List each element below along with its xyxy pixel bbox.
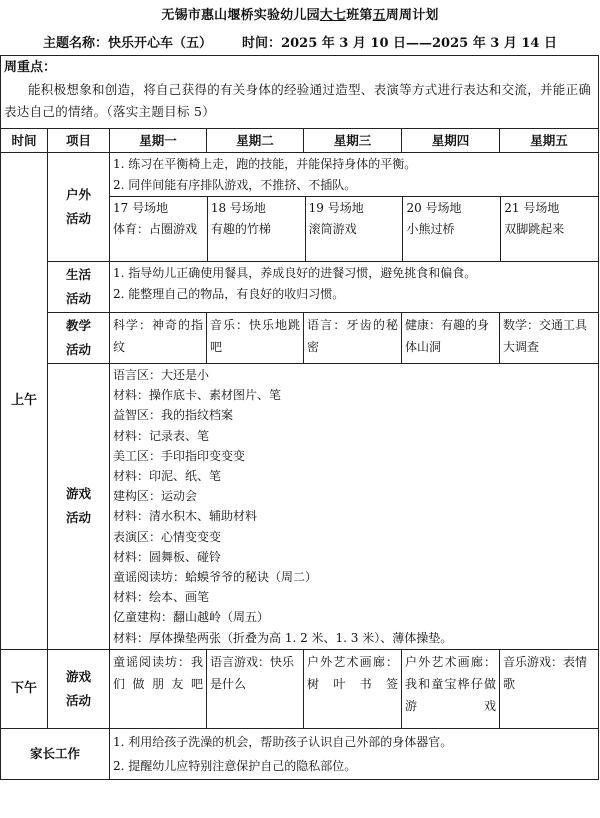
life-goal-1: 1. 指导幼儿正确使用餐具，养成良好的进餐习惯，避免挑食和偏食。 bbox=[113, 266, 477, 280]
game-line: 建构区：运动会 bbox=[113, 489, 198, 504]
game-line: 材料：操作底卡、素材图片、笔 bbox=[113, 388, 282, 403]
outdoor-row bbox=[1, 153, 599, 262]
header-row bbox=[1, 129, 599, 153]
game-line: 材料：印泥、纸、笔 bbox=[113, 469, 222, 484]
game-line: 材料：圆舞板、碰铃 bbox=[113, 549, 222, 564]
afternoon-day-4: 户外艺术画廊：我和童宝桦仔做游戏 bbox=[402, 649, 500, 728]
title-part1: 无锡市惠山堰桥实验幼儿园 bbox=[161, 8, 320, 23]
afternoon-day-3: 户外艺术画廊：树叶书签 bbox=[304, 649, 402, 728]
teaching-label: 教学 活动 bbox=[48, 313, 110, 364]
game-line: 语言区：大还是小 bbox=[113, 368, 210, 382]
parents-label: 家长工作 bbox=[1, 728, 110, 779]
header-day-3: 星期三 bbox=[304, 129, 402, 153]
life-content bbox=[110, 262, 599, 313]
outdoor-goal-1: 1. 练习在平衡椅上走，跑的技能，并能保持身体的平衡。 bbox=[113, 157, 417, 171]
teaching-day-3: 语言：牙齿的秘密 bbox=[304, 313, 402, 364]
teaching-row bbox=[1, 313, 599, 364]
header-item: 项目 bbox=[48, 129, 110, 153]
title-part3: 周周计划 bbox=[385, 8, 439, 23]
week-number: 五 bbox=[372, 8, 386, 23]
theme-label: 主题名称： bbox=[43, 36, 109, 51]
time-label: 时间： bbox=[242, 36, 282, 51]
afternoon-day-1: 童谣阅读坊：我们做朋友吧 bbox=[110, 649, 207, 728]
game-line: 材料：绘本、画笔 bbox=[113, 590, 210, 605]
outdoor-day-1: 17 号场地 体育：占圈游戏 bbox=[113, 201, 198, 236]
games-row bbox=[1, 364, 599, 650]
subject-line bbox=[0, 32, 600, 51]
game-line: 材料：记录表、笔 bbox=[113, 428, 210, 443]
teaching-day-5: 数学：交通工具大调查 bbox=[500, 313, 599, 364]
outdoor-goal-2: 2. 同伴间能有序排队游戏，不推挤、不插队。 bbox=[113, 177, 357, 192]
games-label: 游戏 活动 bbox=[48, 364, 110, 650]
game-line: 表演区：心情变变变 bbox=[113, 529, 222, 544]
morning-label: 上午 bbox=[1, 153, 48, 650]
afternoon-row bbox=[1, 649, 599, 728]
outdoor-label: 户外 活动 bbox=[48, 153, 110, 262]
outdoor-content bbox=[110, 153, 599, 262]
afternoon-day-5: 音乐游戏：表情歌 bbox=[500, 649, 599, 728]
teaching-day-4: 健康：有趣的身体山洞 bbox=[402, 313, 500, 364]
game-line: 材料：清水积木、辅助材料 bbox=[113, 509, 258, 524]
header-day-5: 星期五 bbox=[500, 129, 599, 153]
game-line: 材料：厚体操垫两张（折叠为高 1. 2 米、1. 3 米）、薄体操垫。 bbox=[113, 630, 453, 645]
focus-label: 周重点： bbox=[4, 60, 57, 75]
afternoon-day-2: 语言游戏：快乐是什么 bbox=[207, 649, 304, 728]
afternoon-games-label: 游戏 活动 bbox=[48, 649, 110, 728]
game-line: 童谣阅读坊：蛤蟆爷爷的秘诀（周二） bbox=[113, 570, 318, 585]
header-day-2: 星期二 bbox=[207, 129, 304, 153]
game-line: 益智区：我的指纹档案 bbox=[113, 408, 234, 423]
header-day-4: 星期四 bbox=[402, 129, 500, 153]
afternoon-label: 下午 bbox=[1, 649, 48, 728]
life-label: 生活 活动 bbox=[48, 262, 110, 313]
life-row bbox=[1, 262, 599, 313]
focus-text: 能积极想象和创造，将自己获得的有关身体的经验通过造型、表演等方式进行表达和交流，并能正确表达自己的情绪。（落实主题目标 5） bbox=[4, 82, 592, 119]
life-goal-2: 2. 能整理自己的物品，有良好的收归习惯。 bbox=[113, 286, 345, 301]
header-day-1: 星期一 bbox=[110, 129, 207, 153]
game-line: 美工区：手印指印变变变 bbox=[113, 448, 246, 463]
parents-row bbox=[1, 728, 599, 779]
time-range: 2025 年 3 月 10 日——2025 年 3 月 14 日 bbox=[281, 36, 557, 51]
outdoor-day-4: 20 号场地 小熊过桥 bbox=[402, 197, 500, 261]
document-title bbox=[0, 4, 600, 23]
games-content bbox=[110, 364, 599, 650]
theme-name: 快乐开心车（五） bbox=[108, 36, 213, 51]
outdoor-day-3: 19 号场地 滚筒游戏 bbox=[305, 197, 403, 261]
teaching-day-1: 科学：神奇的指纹 bbox=[110, 313, 207, 364]
outdoor-day-5: 21 号场地 双脚跳起来 bbox=[500, 197, 598, 261]
parents-content bbox=[110, 728, 599, 779]
parents-line-1: 1. 利用给孩子洗澡的机会，帮助孩子认识自己外部的身体器官。 bbox=[113, 734, 453, 749]
header-time: 时间 bbox=[1, 129, 48, 153]
weekly-plan-table bbox=[0, 55, 599, 780]
focus-row bbox=[1, 56, 599, 129]
parents-line-2: 2. 提醒幼儿应特别注意保护自己的隐私部位。 bbox=[113, 758, 357, 773]
game-line: 亿童建构：翻山越岭（周五） bbox=[113, 610, 270, 625]
title-part2: 班第 bbox=[346, 8, 373, 23]
outdoor-day-2: 18 号场地 有趣的竹梯 bbox=[207, 197, 305, 261]
class-name: 大七 bbox=[319, 8, 347, 23]
teaching-day-2: 音乐：快乐地跳吧 bbox=[207, 313, 304, 364]
